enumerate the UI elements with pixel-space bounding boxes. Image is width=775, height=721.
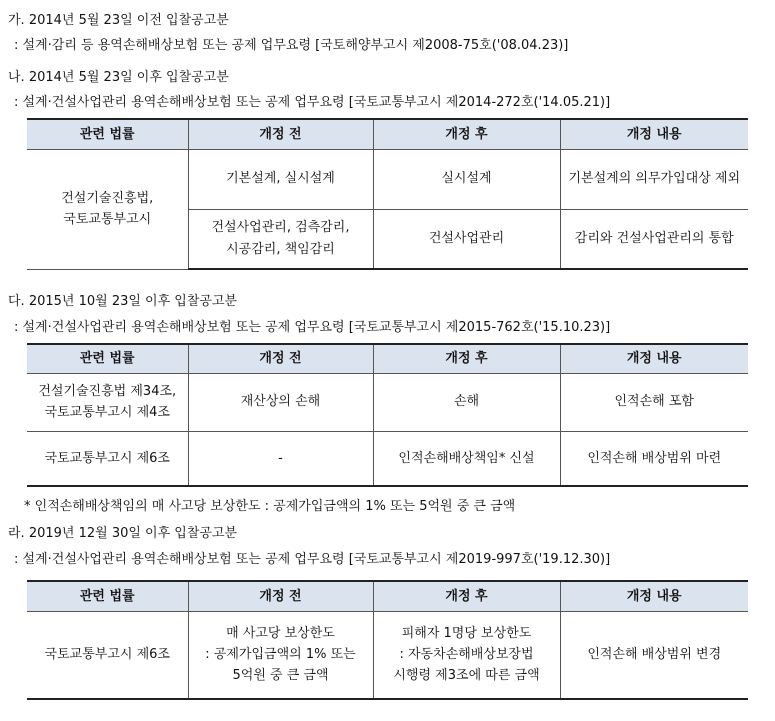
content-cell: 기본설계의 의무가입대상 제외 xyxy=(560,149,748,209)
law-line: 건설기술진흥법, xyxy=(61,190,154,206)
content-cell: 인적손해 배상범위 마련 xyxy=(560,431,748,486)
before-cell: 기본설계, 실시설계 xyxy=(188,149,373,209)
header-content: 개정 내용 xyxy=(560,581,748,611)
after-cell: 건설사업관리 xyxy=(373,209,560,269)
footnote: * 인적손해배상책임의 매 사고당 보상한도 : 공제가입금액의 1% 또는 5억원 중 큰 금액 xyxy=(24,499,516,514)
header-law: 관련 법률 xyxy=(27,581,188,611)
header-law: 관련 법률 xyxy=(27,119,188,149)
section-na-heading: 나. 2014년 5월 23일 이후 입찰공고분 xyxy=(8,70,229,85)
section-da-heading: 다. 2015년 10월 23일 이후 입찰공고분 xyxy=(8,294,238,309)
content-cell: 인적손해 배상범위 변경 xyxy=(560,611,748,699)
section-ra-heading: 라. 2019년 12월 30일 이후 입찰공고분 xyxy=(8,526,238,541)
before-cell xyxy=(188,611,373,699)
content-cell: 인적손해 포함 xyxy=(560,373,748,431)
table-2014-revision xyxy=(27,118,748,270)
table-2019-revision xyxy=(27,580,748,700)
before-cell: 재산상의 손해 xyxy=(188,373,373,431)
law-line: 국토교통부고시 제4조 xyxy=(44,405,170,420)
header-after: 개정 후 xyxy=(373,581,560,611)
after-cell: 인적손해배상책임* 신설 xyxy=(373,431,560,486)
before-cell xyxy=(188,209,373,269)
law-cell: 국토교통부고시 제6조 xyxy=(27,431,188,486)
cell-line: 시행령 제3조에 따른 금액 xyxy=(393,668,540,684)
header-before: 개정 전 xyxy=(188,581,373,611)
table-2015-revision xyxy=(27,343,748,487)
cell-line: 매 사고당 보상한도 xyxy=(226,625,335,641)
header-content: 개정 내용 xyxy=(560,119,748,149)
law-line: 건설기술진흥법 제34조, xyxy=(38,383,177,399)
law-cell xyxy=(27,149,188,269)
law-line: 국토교통부고시 xyxy=(63,212,152,227)
cell-line: : 자동차손해배상보장법 xyxy=(399,647,534,663)
section-ga-note: : 설계·감리 등 용역손해배상보험 또는 공제 업무요령 [국토해양부고시 제2008-75호('08.04.23)] xyxy=(14,38,569,53)
cell-line: 5억원 중 큰 금액 xyxy=(232,668,329,684)
cell-line: 피해자 1명당 보상한도 xyxy=(401,625,532,641)
content-cell: 감리와 건설사업관리의 통합 xyxy=(560,209,748,269)
header-law: 관련 법률 xyxy=(27,344,188,373)
section-da-note: : 설계·건설사업관리 용역손해배상보험 또는 공제 업무요령 [국토교통부고시 제2015-762호('15.10.23)] xyxy=(14,320,611,335)
before-cell: - xyxy=(188,431,373,486)
header-before: 개정 전 xyxy=(188,119,373,149)
section-ga-heading: 가. 2014년 5월 23일 이전 입찰공고분 xyxy=(8,13,229,28)
after-cell xyxy=(373,611,560,699)
section-na-note: : 설계·건설사업관리 용역손해배상보험 또는 공제 업무요령 [국토교통부고시 제2014-272호('14.05.21)] xyxy=(14,95,611,110)
cell-line: 건설사업관리, 검측감리, xyxy=(211,220,350,236)
law-cell: 국토교통부고시 제6조 xyxy=(27,611,188,699)
header-after: 개정 후 xyxy=(373,119,560,149)
cell-line: : 공제가입금액의 1% 또는 xyxy=(205,647,356,663)
header-content: 개정 내용 xyxy=(560,344,748,373)
section-ra-note: : 설계·건설사업관리 용역손해배상보험 또는 공제 업무요령 [국토교통부고시 제2019-997호('19.12.30)] xyxy=(14,552,611,567)
after-cell: 손해 xyxy=(373,373,560,431)
header-after: 개정 후 xyxy=(373,344,560,373)
header-before: 개정 전 xyxy=(188,344,373,373)
after-cell: 실시설계 xyxy=(373,149,560,209)
law-cell xyxy=(27,373,188,431)
cell-line: 시공감리, 책임감리 xyxy=(226,241,335,257)
